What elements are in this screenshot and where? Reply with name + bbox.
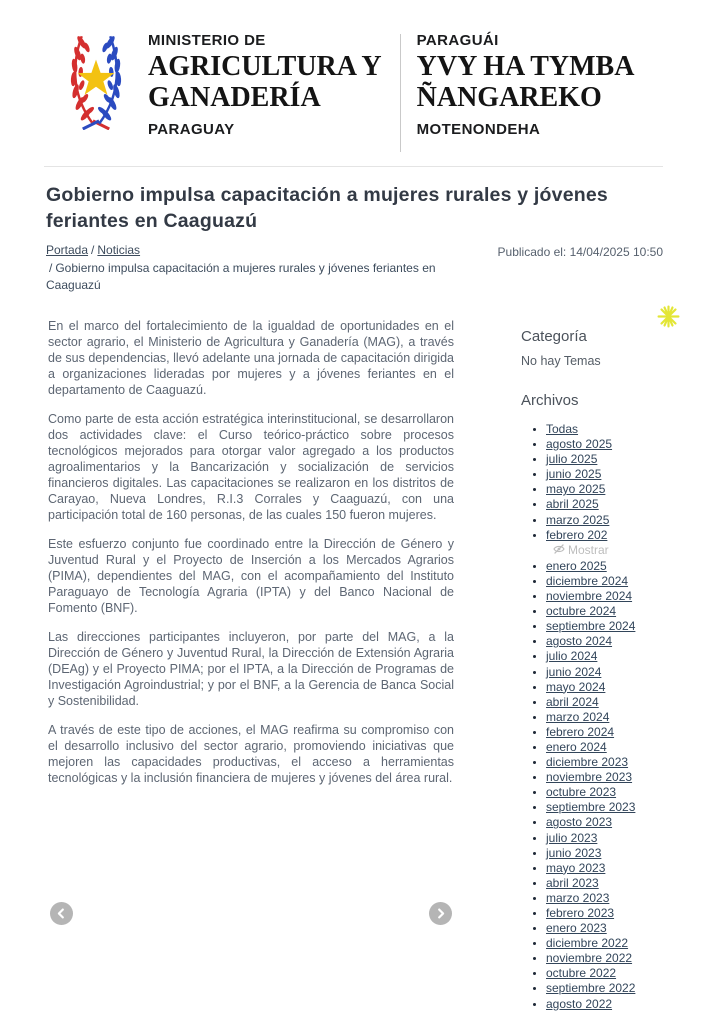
archive-link[interactable]: diciembre 2022	[546, 936, 629, 951]
archive-item	[546, 649, 663, 664]
archive-item	[546, 710, 663, 725]
article-paragraph: En el marco del fortalecimiento de la igualdad de oportunidades en el sector agrario, el Ministerio de Agricultura y Ganadería (MAG), a través de sus dependencias, llevó adelante una jornada de capacitación dirigida a organizaciones lideradas por mujeres y a jóvenes feriantes en el departamento de Caaguazú.	[48, 319, 454, 397]
archives-list	[521, 422, 663, 1012]
archive-link[interactable]: febrero 202	[546, 527, 608, 542]
archive-item	[546, 604, 663, 619]
archive-item	[546, 725, 663, 740]
archive-item	[546, 452, 663, 467]
archive-link[interactable]: enero 2023	[546, 921, 607, 936]
mag-emblem-icon	[56, 24, 136, 135]
breadcrumb-separator: /	[91, 243, 95, 257]
archive-link[interactable]: febrero 2023	[546, 906, 615, 920]
archive-item	[546, 437, 663, 452]
archive-item	[546, 589, 663, 604]
archive-link[interactable]: mayo 2023	[546, 860, 606, 875]
archive-link[interactable]: abril 2023	[546, 875, 599, 890]
carousel-nav	[48, 902, 454, 925]
archive-link[interactable]: abril 2025	[546, 497, 599, 512]
archive-link[interactable]: enero 2025	[546, 558, 607, 573]
archive-item	[546, 951, 663, 966]
archive-link[interactable]: agosto 2025	[546, 437, 613, 452]
archive-item	[546, 800, 663, 815]
archive-link[interactable]: febrero 2024	[546, 724, 615, 739]
archive-link[interactable]: agosto 2024	[546, 634, 613, 649]
archive-item	[546, 906, 663, 921]
archive-item	[546, 634, 663, 649]
breadcrumb-section[interactable]: Noticias	[97, 243, 141, 257]
archive-item	[546, 422, 663, 437]
breadcrumb	[46, 242, 466, 294]
archive-link[interactable]: noviembre 2023	[546, 770, 633, 785]
archive-item	[546, 876, 663, 891]
archive-item	[546, 891, 663, 906]
logo-agricultura: AGRICULTURA Y	[148, 50, 382, 82]
next-arrow-button[interactable]	[429, 902, 452, 925]
sidebar	[521, 318, 663, 1012]
archive-item	[546, 695, 663, 710]
article-body	[48, 318, 454, 925]
archive-item	[546, 981, 663, 996]
article-paragraph: Este esfuerzo conjunto fue coordinado entre la Dirección de Género y Juventud Rural y el Proyecto de Inserción a los Mercados Agrarios (PIMA), dependientes del MAG, con el acompañamiento del Instituto Paraguayo de Tecnología Agraria (IPTA) y del Banco Nacional de Fomento (BNF).	[48, 537, 454, 615]
archive-link[interactable]: agosto 2023	[546, 815, 613, 830]
chevron-right-icon	[434, 907, 447, 920]
archive-item	[546, 755, 663, 770]
logo-ganaderia: GANADERÍA	[148, 82, 321, 114]
archive-item	[546, 966, 663, 981]
breadcrumb-home[interactable]: Portada	[46, 243, 89, 257]
archive-item	[546, 619, 663, 634]
show-tooltip	[553, 543, 609, 559]
article-paragraph: Como parte de esta acción estratégica interinstitucional, se desarrollaron dos actividades clave: el Curso teórico-práctico sobre procesos tecnológicos mejorados para otorgar valor agregado a los productos agroalimentarios y la Bancarización y socialización de servicios financieros digitales. Las capacitaciones se realizaron en los distritos de Carayao, Nueva Londres, R.I.3 Corrales y Caaguazú, con una participación total de 160 personas, de las cuales 150 fueron mujeres.	[48, 412, 454, 522]
prev-arrow-button[interactable]	[50, 902, 73, 925]
logo-ministerio-de: MINISTERIO DE	[148, 32, 266, 49]
archive-link[interactable]: septiembre 2023	[546, 800, 636, 815]
logo-paraguay: PARAGUAY	[148, 121, 235, 138]
archive-item	[546, 770, 663, 785]
logo-yvy-ha-tymba: YVY HA TYMBA	[416, 50, 635, 82]
archive-link[interactable]: noviembre 2022	[546, 951, 633, 966]
archive-link[interactable]: julio 2025	[546, 452, 598, 467]
category-empty-text: No hay Temas	[521, 354, 601, 368]
archive-link[interactable]: mayo 2025	[546, 482, 606, 497]
archive-link[interactable]: marzo 2025	[546, 512, 610, 527]
archive-item	[546, 831, 663, 846]
archive-item	[546, 482, 663, 497]
archive-link[interactable]: marzo 2023	[546, 890, 610, 905]
logo-nangareko: ÑANGAREKO	[416, 82, 602, 114]
category-heading: Categoría	[521, 328, 587, 345]
breadcrumb-separator: /	[49, 261, 53, 275]
site-header	[44, 0, 663, 152]
article-paragraph: Las direcciones participantes incluyeron, por parte del MAG, a la Dirección de Género y Juventud Rural, la Dirección de Extensión Agraria (DEAg) y el Proyecto PIMA; por el IPTA, a la Dirección de Programas de Investigación Agroindustrial; y por el BNF, a la Gerencia de Banca Social y Sostenibilidad.	[48, 630, 454, 708]
archive-link[interactable]: abril 2024	[546, 694, 599, 709]
header-divider-line	[44, 166, 663, 167]
archive-item	[546, 815, 663, 830]
archive-link[interactable]: diciembre 2024	[546, 573, 629, 588]
archive-link[interactable]: mayo 2024	[546, 679, 606, 694]
archive-link[interactable]: junio 2025	[546, 467, 602, 482]
published-date: Publicado el: 14/04/2025 10:50	[497, 245, 663, 259]
archive-link[interactable]: Todas	[546, 422, 579, 436]
archive-link[interactable]: julio 2024	[546, 649, 598, 664]
article-meta-row	[44, 242, 663, 294]
content-row	[44, 318, 663, 1012]
archive-item	[546, 785, 663, 800]
archive-link[interactable]: junio 2023	[546, 845, 602, 860]
main-content	[44, 182, 663, 1012]
archive-item	[546, 513, 663, 528]
archive-item	[546, 467, 663, 482]
archive-item	[546, 997, 663, 1012]
archive-link[interactable]: diciembre 2023	[546, 755, 629, 770]
breadcrumb-current	[46, 260, 466, 294]
logo-divider	[400, 34, 401, 152]
article-paragraph: A través de este tipo de acciones, el MAG reafirma su compromiso con el desarrollo inclusivo del sector agrario, promoviendo iniciativas que mejoren las capacidades productivas, el acceso a herramientas tecnológicas y la inclusión financiera de mujeres y jóvenes del área rural.	[48, 723, 454, 785]
logo-text-guarani	[417, 24, 635, 140]
archive-item	[546, 921, 663, 936]
show-tooltip-label: Mostrar	[568, 543, 609, 558]
archive-item	[546, 528, 663, 559]
archive-link[interactable]: octubre 2024	[546, 604, 617, 619]
archive-item	[546, 740, 663, 755]
archive-link[interactable]: octubre 2023	[546, 785, 617, 800]
archive-link[interactable]: junio 2024	[546, 664, 602, 679]
archive-item	[546, 861, 663, 876]
archives-heading: Archivos	[521, 392, 579, 409]
archive-item	[546, 559, 663, 574]
archive-item	[546, 846, 663, 861]
eye-off-icon	[553, 543, 565, 559]
archive-link[interactable]: septiembre 2022	[546, 981, 636, 996]
logo-text-spanish	[148, 24, 382, 140]
archive-link[interactable]: septiembre 2024	[546, 619, 636, 634]
archive-item	[546, 665, 663, 680]
archive-link[interactable]: noviembre 2024	[546, 589, 633, 604]
chevron-left-icon	[55, 907, 68, 920]
archive-item	[546, 574, 663, 589]
archive-item	[546, 497, 663, 512]
accessibility-asterisk-icon[interactable]	[656, 304, 681, 334]
logo-paraguai: PARAGUÁI	[416, 32, 499, 49]
logo-motenondeha: MOTENONDEHA	[416, 121, 541, 138]
archive-link[interactable]: octubre 2022	[546, 966, 617, 981]
page-title: Gobierno impulsa capacitación a mujeres rurales y jóvenes feriantes en Caaguazú	[46, 184, 608, 232]
archive-link[interactable]: marzo 2024	[546, 709, 610, 724]
breadcrumb-current-label: Gobierno impulsa capacitación a mujeres rurales y jóvenes feriantes en Caaguazú	[46, 261, 436, 292]
archive-item	[546, 936, 663, 951]
archive-link[interactable]: agosto 2022	[546, 996, 613, 1011]
archive-link[interactable]: julio 2023	[546, 830, 598, 845]
archive-link[interactable]: enero 2024	[546, 739, 607, 754]
article-paragraphs	[48, 318, 454, 786]
archive-item	[546, 680, 663, 695]
